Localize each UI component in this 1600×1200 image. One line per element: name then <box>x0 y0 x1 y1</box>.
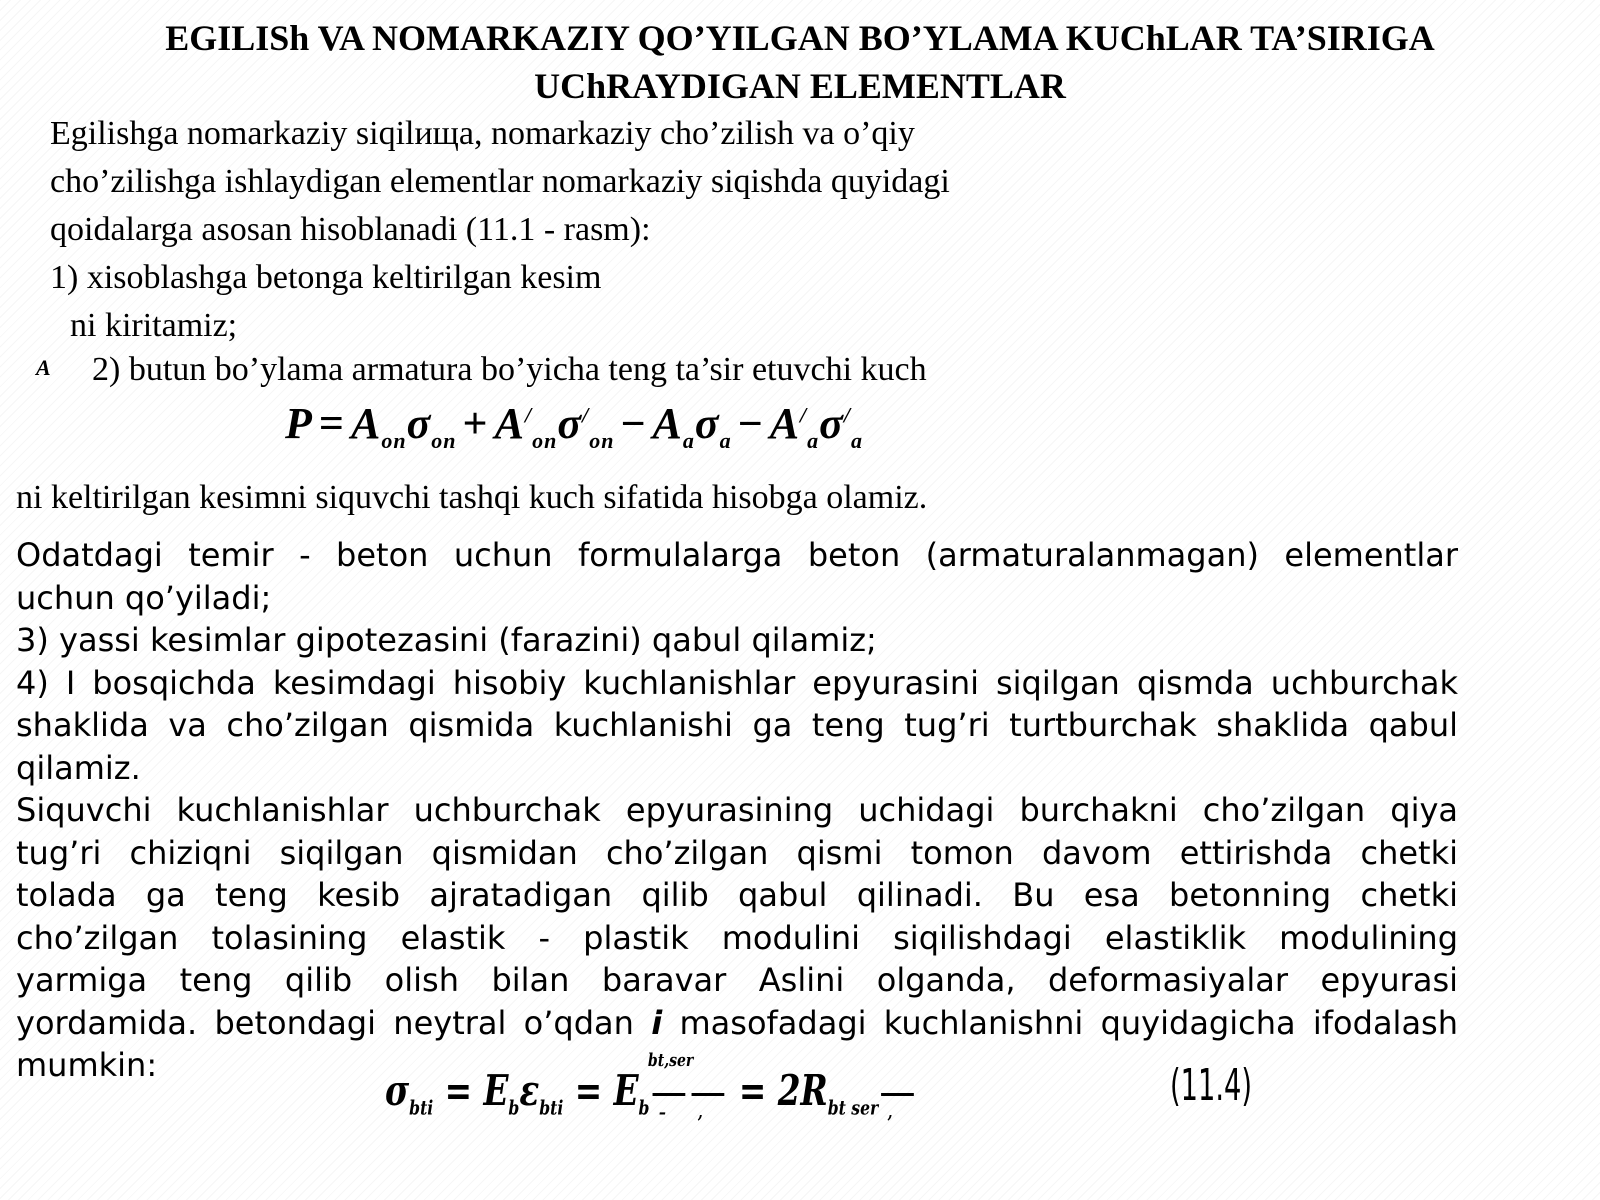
formula-term-sigma-a: $\sigma_а$ <box>694 399 732 453</box>
after-formula-text: ni keltirilgan kesimni siquvchi tashqi kuch sifatida hisobga olamiz. <box>16 479 928 516</box>
rule-1-line-2: ni kiritamiz; <box>70 307 238 344</box>
body-line-1: Odatdagi temir - beton uchun formulalarga beton (armaturalanmagan) elementlar <box>16 536 1458 574</box>
intro-line-1: Egilishga nomarkaziy siqilища, nomarkaziy cho’zilish va o’qiy <box>50 115 915 152</box>
formula-term-a-prime-a: $A^/_а$ <box>769 399 820 453</box>
body-line-8: tug’ri chiziqni siqilgan qismidan cho’zilgan qismi tomon davom ettirishda chetki <box>16 833 1458 872</box>
formula-term-sigma-prime-a: $\sigma^/_а$ <box>819 399 864 453</box>
formula-term-a-a: $A_а$ <box>652 399 695 453</box>
fraction-3: , <box>881 1093 914 1096</box>
formula-minus-1: − <box>620 399 647 448</box>
variable-i: i <box>651 1003 663 1042</box>
force-formula <box>285 398 863 454</box>
rule-3-text: 3) yassi kesimlar gipotezasini (farazini) qabul qilamiz; <box>16 621 877 659</box>
body-line-7: Siquvchi kuchlanishlar uchburchak epyurasining uchidagi burchakni cho’zilgan qiya <box>16 791 1458 829</box>
formula-p: P <box>285 399 313 448</box>
page-title <box>60 14 1540 110</box>
rule-4-line-1: 4) I bosqichda kesimdagi hisobiy kuchlanishlar epyurasini siqilgan qismda uchburchak <box>16 663 1458 702</box>
rule-4-line-3: qilamiz. <box>16 748 141 787</box>
formula-term-sigma-on: $\sigma_{оп}$ <box>406 399 457 453</box>
formula-term-a-prime-on: $A^/_{оп}$ <box>494 399 558 453</box>
formula-term-a-on: $A_{оп}$ <box>350 399 407 453</box>
fraction-2: , <box>692 1093 725 1096</box>
formula-plus: + <box>462 399 489 448</box>
rule-2-text: 2) butun bo’ylama armatura bo’yicha teng ta’sir etuvchi kuch <box>92 351 927 388</box>
body-line-12: yordamida. betondagi neytral o’qdan i masofadagi kuchlanishni quyidagicha ifodalash <box>16 1003 1459 1042</box>
side-label-a: A <box>36 355 51 380</box>
stress-formula: $\sigma_{bti} = E_b\varepsilon_{bti} = E_b$ bt,ser – , = $2R_{bt ser}$ , <box>385 1066 917 1119</box>
body-line-2: uchun qo’yiladi; <box>16 578 272 617</box>
body-line-10: cho’zilgan tolasining elastik - plastik modulini siqilishdagi elastiklik modulining <box>16 918 1458 957</box>
body-line-11: yarmiga teng qilib olish bilan baravar Aslini olganda, deformasiyalar epyurasi <box>16 961 1458 999</box>
body-paragraph <box>16 534 1458 1087</box>
formula-term-sigma-prime-on: $\sigma^/_{оп}$ <box>557 399 615 453</box>
fraction-1: bt,ser – <box>647 1049 694 1123</box>
body-line-final: mumkin: <box>16 1046 158 1084</box>
intro-paragraph <box>50 110 1190 350</box>
intro-line-3: qoidalarga asosan hisoblanadi (11.1 - rasm): <box>50 211 651 248</box>
title-line-1: EGILISh VA NOMARKAZIY QO’YILGAN BO’YLAMA KUChLAR TA’SIRIGA <box>165 18 1435 58</box>
formula-equals: = <box>318 399 345 448</box>
intro-line-2: cho’zilishga ishlaydigan elementlar nomarkaziy siqishda quyidagi <box>50 163 950 200</box>
body-line-9: tolada ga teng kesib ajratadigan qilib qabul qilinadi. Bu esa betonning chetki <box>16 876 1458 914</box>
formula-minus-2: − <box>737 399 764 448</box>
title-line-2: UChRAYDIGAN ELEMENTLAR <box>534 66 1066 106</box>
rule-1-line-1: 1) xisoblashga betonga keltirilgan kesim <box>50 259 602 296</box>
rule-4-line-2: shaklida va cho’zilgan qismida kuchlanishi ga teng tug’ri turtburchak shaklida qabul <box>16 706 1458 744</box>
equation-number: (11.4) <box>1170 1060 1253 1111</box>
